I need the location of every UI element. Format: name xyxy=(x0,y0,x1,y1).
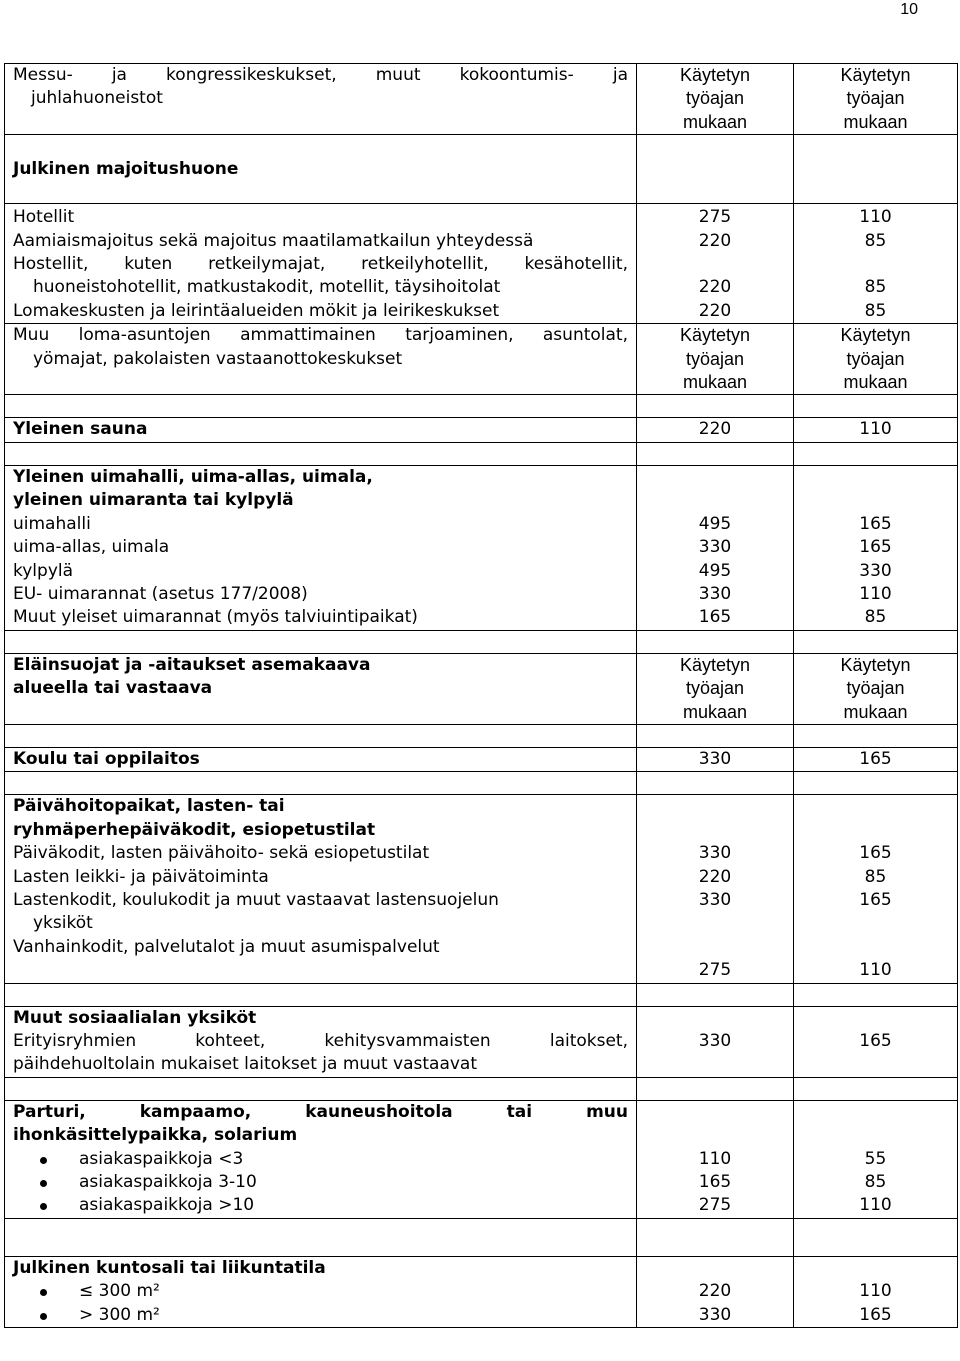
fee-value: 85 xyxy=(864,300,887,321)
fee-col-a xyxy=(637,465,794,630)
fee-value: 495 xyxy=(698,513,732,534)
fee-value: 275 xyxy=(698,207,732,228)
parturi-heading: ihonkäsittelypaikka, solarium xyxy=(13,1125,298,1146)
spacer-row xyxy=(5,442,958,465)
fee-col-a xyxy=(637,1256,794,1327)
uimahalli-item: uimahalli xyxy=(13,513,91,534)
majoitus-item: Hotellit xyxy=(13,207,75,228)
fee-value: 330 xyxy=(698,1031,732,1051)
majoitus-item: Hostellit, kuten retkeilymajat, retkeilyhotellit, kesähotellit, xyxy=(13,254,628,275)
list-item: asiakaspaikkoja >10 xyxy=(13,1194,628,1217)
row-label xyxy=(5,204,637,324)
row-label xyxy=(5,64,637,135)
table-row xyxy=(5,324,958,395)
fee-value: 330 xyxy=(698,537,732,558)
fee-value: 110 xyxy=(794,418,958,442)
spacer-row xyxy=(5,630,958,653)
muu-line1: Muu loma-asuntojen ammattimainen tarjoaminen, asuntolat, xyxy=(13,325,628,346)
uses-line: Käytetyn xyxy=(679,654,751,675)
table-row xyxy=(5,64,958,135)
fee-value: 275 xyxy=(698,960,732,981)
fee-col-b xyxy=(794,1256,958,1327)
table-row xyxy=(5,747,958,771)
fee-value: 110 xyxy=(859,1195,892,1216)
list-item: asiakaspaikkoja <3 xyxy=(13,1148,628,1171)
uses-line: Käytetyn xyxy=(679,325,751,346)
fee-value: 85 xyxy=(864,866,887,887)
uses-line: Käytetyn xyxy=(840,325,911,346)
paivahoito-heading: Päivähoitopaikat, lasten- tai xyxy=(13,796,285,817)
uses-line: mukaan xyxy=(843,111,908,132)
spacer-row xyxy=(5,1218,958,1256)
sosiaali-line2: päihdehuoltolain mukaiset laitokset ja muut vastaavat xyxy=(13,1054,478,1075)
uses-line: Käytetyn xyxy=(840,654,911,675)
fee-value: 110 xyxy=(698,1148,732,1169)
paivahoito-item: yksiköt xyxy=(33,913,93,934)
uses-cell xyxy=(794,64,958,135)
fee-col-b xyxy=(794,1006,958,1077)
fee-value: 165 xyxy=(794,747,958,771)
fee-value: 165 xyxy=(698,607,732,628)
row-label xyxy=(5,418,637,442)
koulu-label: Koulu tai oppilaitos xyxy=(13,748,200,769)
parturi-list xyxy=(13,1148,628,1218)
spacer-row xyxy=(5,395,958,418)
table-row xyxy=(5,653,958,724)
uses-cell xyxy=(637,64,794,135)
empty-cell xyxy=(637,135,794,204)
fee-col-b xyxy=(794,795,958,983)
fee-value: 85 xyxy=(864,1172,887,1193)
spacer-row xyxy=(5,1077,958,1100)
majoitus-item: huoneistohotellit, matkustakodit, motellit, täysihoitolat xyxy=(33,277,501,298)
table-row xyxy=(5,135,958,204)
fee-value: 330 xyxy=(859,560,892,581)
fee-value: 110 xyxy=(859,207,892,228)
fee-value: 220 xyxy=(698,277,732,298)
row-label xyxy=(5,653,637,724)
fee-value: 165 xyxy=(859,537,892,558)
fee-value: 330 xyxy=(698,1304,732,1325)
fee-col-a xyxy=(637,795,794,983)
fee-col-a xyxy=(637,204,794,324)
section-heading xyxy=(5,135,637,204)
spacer-row xyxy=(5,724,958,747)
uses-line: mukaan xyxy=(843,372,908,393)
table-row xyxy=(5,795,958,983)
page-number: 10 xyxy=(900,1,918,18)
uses-line: Käytetyn xyxy=(679,65,751,85)
messu-line1: Messu- ja kongressikeskukset, muut kokoontumis- ja xyxy=(13,65,628,85)
fee-value: 330 xyxy=(637,747,794,771)
messu-line2: juhlahuoneistot xyxy=(31,88,163,109)
row-label xyxy=(5,1006,637,1077)
sosiaali-line1: Erityisryhmien kohteet, kehitysvammaisten laitokset, xyxy=(13,1031,628,1051)
paivahoito-item: Päiväkodit, lasten päivähoito- sekä esiopetustilat xyxy=(13,843,430,864)
table-row xyxy=(5,1006,958,1077)
spacer-row xyxy=(5,983,958,1006)
fee-value: 165 xyxy=(859,1304,892,1325)
uimahalli-heading: Yleinen uimahalli, uima-allas, uimala, xyxy=(13,466,373,487)
fee-col-a xyxy=(637,1100,794,1218)
fee-value: 85 xyxy=(864,607,887,628)
fee-value: 110 xyxy=(859,1281,892,1302)
uses-line: työajan xyxy=(846,678,905,699)
muu-line2: yömajat, pakolaisten vastaanottokeskukset xyxy=(33,348,403,369)
table-row xyxy=(5,465,958,630)
elain-heading: alueella tai vastaava xyxy=(13,678,213,699)
fee-value: 275 xyxy=(698,1195,732,1216)
uses-line: työajan xyxy=(685,348,745,369)
uses-cell xyxy=(637,653,794,724)
fee-col-b xyxy=(794,204,958,324)
fee-value: 220 xyxy=(698,230,732,251)
fee-value: 165 xyxy=(859,1031,892,1051)
row-label xyxy=(5,324,637,395)
fee-table xyxy=(4,63,958,1328)
row-label xyxy=(5,747,637,771)
uses-line: työajan xyxy=(685,88,745,109)
uses-cell xyxy=(794,653,958,724)
table-row xyxy=(5,1256,958,1327)
sosiaali-heading: Muut sosiaalialan yksiköt xyxy=(13,1007,257,1028)
paivahoito-item: Lasten leikki- ja päivätoiminta xyxy=(13,866,269,887)
spacer-row xyxy=(5,772,958,795)
fee-value: 220 xyxy=(698,866,732,887)
table-row xyxy=(5,204,958,324)
majoitus-item: Lomakeskusten ja leirintäalueiden mökit ja leirikeskukset xyxy=(13,300,500,321)
fee-value: 330 xyxy=(698,889,732,910)
fee-value: 220 xyxy=(698,1281,732,1302)
empty-cell xyxy=(794,135,958,204)
uses-cell xyxy=(637,324,794,395)
fee-col-b xyxy=(794,465,958,630)
fee-value: 165 xyxy=(859,513,892,534)
kuntosali-list xyxy=(13,1280,628,1327)
row-label xyxy=(5,1256,637,1327)
fee-value: 330 xyxy=(698,843,732,864)
paivahoito-heading: ryhmäperhepäiväkodit, esiopetustilat xyxy=(13,819,376,840)
uimahalli-item: uima-allas, uimala xyxy=(13,537,170,558)
table-row xyxy=(5,418,958,442)
fee-value: 85 xyxy=(864,230,887,251)
uses-line: mukaan xyxy=(682,701,748,722)
fee-col-b xyxy=(794,1100,958,1218)
row-label xyxy=(5,1100,637,1218)
fee-value: 85 xyxy=(864,277,887,298)
uses-line: työajan xyxy=(846,348,905,369)
uses-line: Käytetyn xyxy=(840,65,911,85)
uimahalli-heading: yleinen uimaranta tai kylpylä xyxy=(13,490,294,511)
fee-value: 110 xyxy=(859,583,892,604)
row-label xyxy=(5,795,637,983)
fee-value: 330 xyxy=(698,583,732,604)
fee-value: 165 xyxy=(859,889,892,910)
fee-value: 220 xyxy=(698,300,732,321)
uses-line: työajan xyxy=(685,678,745,699)
list-item: > 300 m² xyxy=(13,1304,628,1327)
kuntosali-heading: Julkinen kuntosali tai liikuntatila xyxy=(13,1257,326,1278)
fee-col-a xyxy=(637,1006,794,1077)
fee-value: 165 xyxy=(859,843,892,864)
fee-value: 165 xyxy=(698,1172,732,1193)
majoitus-item: Aamiaismajoitus sekä majoitus maatilamatkailun yhteydessä xyxy=(13,230,534,251)
elain-heading: Eläinsuojat ja -aitaukset asemakaava xyxy=(13,654,371,675)
sauna-label: Yleinen sauna xyxy=(13,419,148,440)
table-row xyxy=(5,1100,958,1218)
uses-line: mukaan xyxy=(682,111,748,132)
fee-value: 110 xyxy=(859,960,892,981)
fee-value: 220 xyxy=(637,418,794,442)
list-item: ≤ 300 m² xyxy=(13,1280,628,1303)
uses-line: työajan xyxy=(846,88,905,109)
majoitus-heading: Julkinen majoitushuone xyxy=(13,158,239,179)
fee-value: 495 xyxy=(698,560,732,581)
uses-cell xyxy=(794,324,958,395)
uses-line: mukaan xyxy=(682,372,748,393)
fee-value: 55 xyxy=(864,1148,887,1169)
uimahalli-item: Muut yleiset uimarannat (myös talviuintipaikat) xyxy=(13,607,418,628)
uimahalli-item: kylpylä xyxy=(13,560,74,581)
parturi-heading: Parturi, kampaamo, kauneushoitola tai muu xyxy=(13,1101,628,1122)
paivahoito-item: Lastenkodit, koulukodit ja muut vastaavat lastensuojelun xyxy=(13,889,499,910)
uses-line: mukaan xyxy=(843,701,908,722)
uimahalli-item: EU- uimarannat (asetus 177/2008) xyxy=(13,583,308,604)
paivahoito-item: Vanhainkodit, palvelutalot ja muut asumispalvelut xyxy=(13,936,440,957)
row-label xyxy=(5,465,637,630)
list-item: asiakaspaikkoja 3-10 xyxy=(13,1171,628,1194)
